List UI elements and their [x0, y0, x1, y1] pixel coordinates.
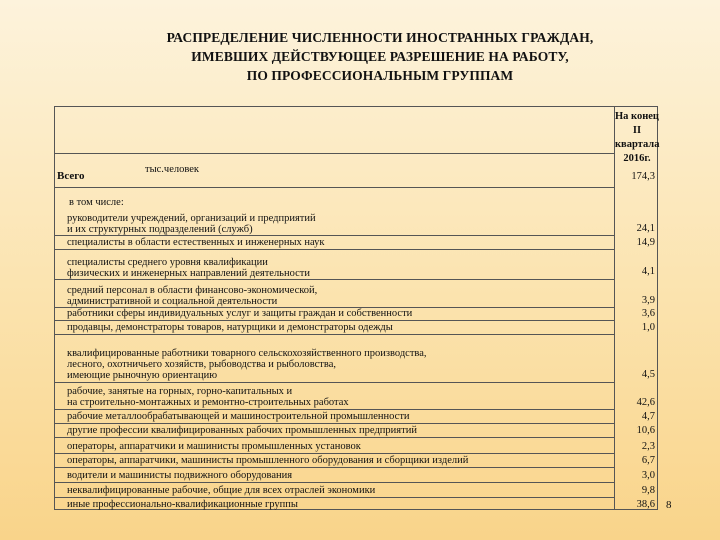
table-row-value: 6,7	[641, 455, 655, 466]
table-row-label: иные профессионально-квалификационные группы	[67, 499, 298, 510]
row-rule	[55, 249, 614, 250]
row-rule	[55, 453, 614, 454]
row-rule	[55, 279, 614, 280]
table-row-label: рабочие металлообрабатывающей и машиностроительной промышленности	[67, 411, 410, 422]
data-table	[54, 106, 658, 510]
table-row-value: 24,1	[636, 223, 655, 234]
row-rule	[55, 423, 614, 424]
unit-label: тыс.человек	[145, 164, 200, 175]
table-row-value: 4,1	[641, 266, 655, 277]
table-row-value: 10,6	[636, 425, 655, 436]
column-separator	[614, 107, 615, 509]
table-row-value: 9,8	[641, 485, 655, 496]
table-row-label: работники сферы индивидуальных услуг и защиты граждан и собственности	[67, 308, 413, 319]
row-rule	[55, 334, 614, 335]
table-row-value: 38,6	[636, 499, 655, 510]
row-rule	[55, 382, 614, 383]
row-rule	[55, 320, 614, 321]
row-rule	[55, 467, 614, 468]
title-line-1: РАСПРЕДЕЛЕНИЕ ЧИСЛЕННОСТИ ИНОСТРАННЫХ ГРАЖДАН,	[166, 30, 594, 45]
table-row-value: 42,6	[636, 397, 655, 408]
total-value: 174,3	[631, 171, 655, 182]
table-row-value: 3,6	[641, 308, 655, 319]
table-row-label: операторы, аппаратчики и машинисты промышленных установок	[67, 441, 361, 452]
total-rule	[55, 187, 614, 188]
including-label: в том числе:	[69, 197, 124, 208]
table-row-value: 14,9	[636, 237, 655, 248]
table-row-value: 3,0	[641, 470, 655, 481]
row-rule	[55, 497, 614, 498]
header-rule	[55, 153, 614, 154]
table-row-label: специалисты среднего уровня квалификации физических и инженерных направлений деятельности	[67, 257, 310, 279]
table-row-label: водители и машинисты подвижного оборудования	[67, 470, 293, 481]
table-row-value: 3,9	[641, 295, 655, 306]
row-rule	[55, 482, 614, 483]
row-rule	[55, 235, 614, 236]
page-number: 8	[666, 499, 672, 511]
title-line-3: ПО ПРОФЕССИОНАЛЬНЫМ ГРУППАМ	[246, 68, 514, 83]
column-header: На конец II квартала 2016г.	[615, 111, 660, 164]
table-row-label: другие профессии квалифицированных рабочих промышленных предприятий	[67, 425, 417, 436]
table-row-value: 2,3	[641, 441, 655, 452]
table-row-label: операторы, аппаратчики, машинисты промышленного оборудования и сборщики изделий	[67, 455, 469, 466]
table-row-label: продавцы, демонстраторы товаров, натурщики и демонстраторы одежды	[67, 322, 393, 333]
table-row-label: специалисты в области естественных и инженерных наук	[67, 237, 325, 248]
page-title	[100, 28, 660, 85]
row-rule	[55, 437, 614, 438]
total-label: Всего	[57, 170, 85, 182]
row-rule	[55, 409, 614, 410]
table-row-value: 4,7	[641, 411, 655, 422]
title-line-2: ИМЕВШИХ ДЕЙСТВУЮЩЕЕ РАЗРЕШЕНИЕ НА РАБОТУ,	[191, 49, 569, 64]
table-row-label: неквалифицированные рабочие, общие для всех отраслей экономики	[67, 485, 376, 496]
table-row-value: 1,0	[641, 322, 655, 333]
table-row-label: руководители учреждений, организаций и предприятий и их структурных подразделений (служб)	[67, 213, 316, 235]
table-row-value: 4,5	[641, 369, 655, 380]
table-row-label: рабочие, занятые на горных, горно-капитальных и на строительно-монтажных и ремонтно-строительных работах	[67, 386, 349, 408]
table-row-label: средний персонал в области финансово-экономической, административной и социальной деятельности	[67, 285, 318, 307]
table-row-label: квалифицированные работники товарного сельскохозяйственного производства, лесного, охотничьего хозяйств, рыбоводства и рыболовства, имеющие рыночную ориентацию	[67, 348, 427, 381]
